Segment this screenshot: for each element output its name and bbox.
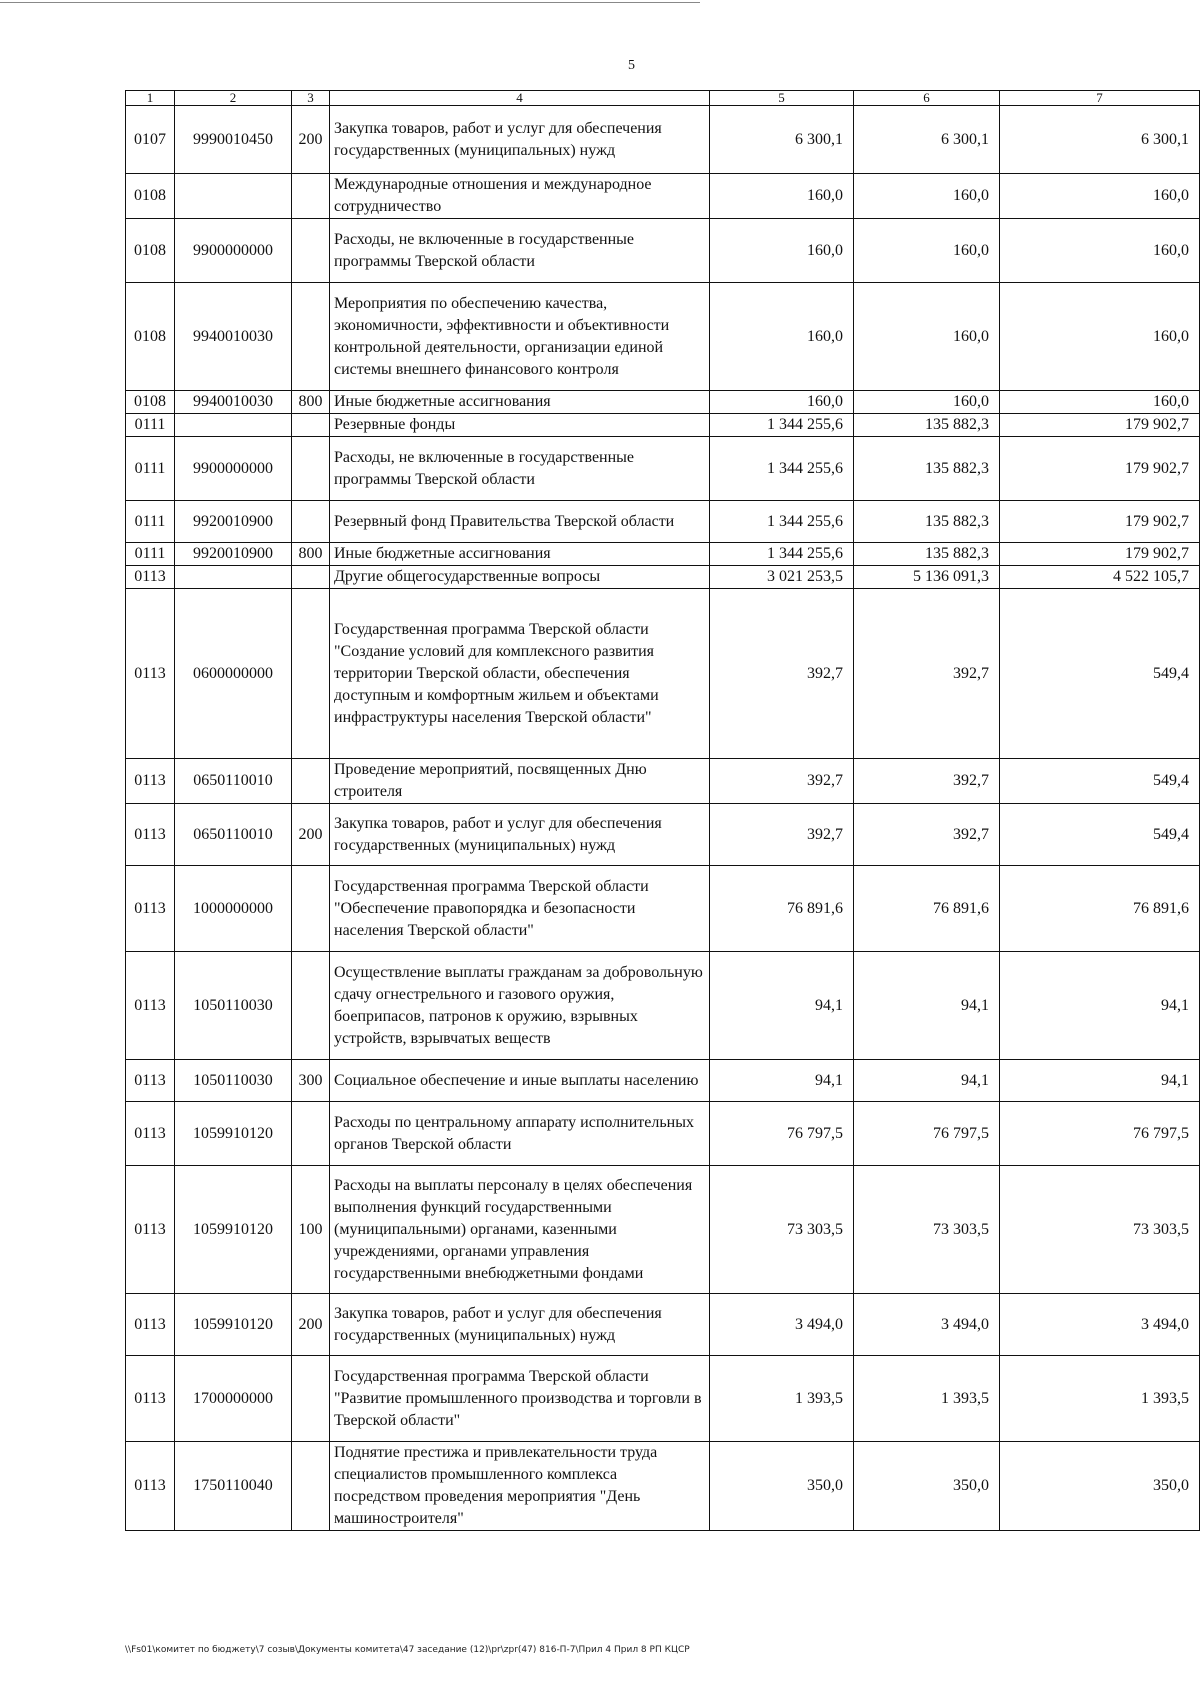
table-row [126,283,1200,391]
amount-year1-cell: 6 300,1 [710,106,854,174]
item-name-cell: Государственная программа Тверской области "Развитие промышленного производства и торговли в Тверской области" [330,1356,710,1442]
section-code-cell: 0113 [126,804,175,866]
item-name-cell: Мероприятия по обеспечению качества, экономичности, эффективности и объективности контрольной деятельности, организации единой системы внешнего финансового контроля [330,283,710,391]
expense-type-cell: 800 [292,543,330,566]
item-name-cell: Международные отношения и международное сотрудничество [330,174,710,219]
table-body [126,91,1200,1531]
section-code-cell: 0113 [126,566,175,589]
amount-year3-cell: 549,4 [1000,804,1200,866]
target-code-cell: 9920010900 [175,543,292,566]
section-code-cell: 0111 [126,501,175,543]
amount-year2-cell: 73 303,5 [854,1166,1000,1294]
section-code-cell: 0108 [126,219,175,283]
section-code-cell: 0108 [126,174,175,219]
expense-type-cell [292,589,330,759]
amount-year2-cell: 6 300,1 [854,106,1000,174]
amount-year2-cell: 135 882,3 [854,501,1000,543]
amount-year1-cell: 392,7 [710,759,854,804]
item-name-cell: Иные бюджетные ассигнования [330,391,710,414]
table-row [126,866,1200,952]
amount-year3-cell: 6 300,1 [1000,106,1200,174]
expense-type-cell [292,759,330,804]
amount-year2-cell: 392,7 [854,589,1000,759]
target-code-cell: 1059910120 [175,1166,292,1294]
amount-year1-cell: 94,1 [710,952,854,1060]
section-code-cell: 0111 [126,543,175,566]
table-row [126,566,1200,589]
amount-year3-cell: 179 902,7 [1000,414,1200,437]
amount-year1-cell: 392,7 [710,589,854,759]
table-row [126,414,1200,437]
expense-type-cell [292,414,330,437]
item-name-cell: Социальное обеспечение и иные выплаты населению [330,1060,710,1102]
amount-year1-cell: 1 344 255,6 [710,501,854,543]
amount-year1-cell: 1 393,5 [710,1356,854,1442]
target-code-cell: 9940010030 [175,391,292,414]
section-code-cell: 0113 [126,1060,175,1102]
expense-type-cell [292,501,330,543]
item-name-cell: Резервные фонды [330,414,710,437]
table-row [126,1356,1200,1442]
amount-year3-cell: 179 902,7 [1000,437,1200,501]
amount-year1-cell: 1 344 255,6 [710,414,854,437]
item-name-cell: Осуществление выплаты гражданам за добровольную сдачу огнестрельного и газового оружия, боеприпасов, патронов к оружию, взрывных устройств, взрывчатых веществ [330,952,710,1060]
amount-year3-cell: 73 303,5 [1000,1166,1200,1294]
amount-year3-cell: 94,1 [1000,952,1200,1060]
item-name-cell: Государственная программа Тверской области "Создание условий для комплексного развития территории Тверской области, обеспечения доступным и комфортным жильем и объектами инфраструктуры населения Тверской области" [330,589,710,759]
item-name-cell: Закупка товаров, работ и услуг для обеспечения государственных (муниципальных) нужд [330,1294,710,1356]
amount-year2-cell: 392,7 [854,759,1000,804]
item-name-cell: Государственная программа Тверской области "Обеспечение правопорядка и безопасности населения Тверской области" [330,866,710,952]
target-code-cell [175,414,292,437]
header-cell: 2 [175,91,292,106]
table-row [126,1060,1200,1102]
item-name-cell: Другие общегосударственные вопросы [330,566,710,589]
file-path-footer: \\Fs01\комитет по бюджету\7 созыв\Документы комитета\47 заседание (12)\pr\zpr(47) 816-П-7\Прил 4 Прил 8 РП КЦСР [125,1645,690,1655]
target-code-cell: 0600000000 [175,589,292,759]
header-cell: 1 [126,91,175,106]
amount-year3-cell: 76 891,6 [1000,866,1200,952]
expense-type-cell [292,952,330,1060]
section-code-cell: 0107 [126,106,175,174]
table-row [126,1442,1200,1531]
table-row [126,106,1200,174]
item-name-cell: Закупка товаров, работ и услуг для обеспечения государственных (муниципальных) нужд [330,804,710,866]
target-code-cell: 1050110030 [175,1060,292,1102]
table-row [126,1166,1200,1294]
amount-year2-cell: 1 393,5 [854,1356,1000,1442]
table-row [126,543,1200,566]
table-row [126,437,1200,501]
expense-type-cell [292,1442,330,1531]
target-code-cell [175,174,292,219]
section-code-cell: 0113 [126,952,175,1060]
section-code-cell: 0108 [126,283,175,391]
table-row [126,759,1200,804]
expense-type-cell [292,1356,330,1442]
amount-year2-cell: 350,0 [854,1442,1000,1531]
amount-year3-cell: 160,0 [1000,391,1200,414]
expense-type-cell [292,566,330,589]
amount-year1-cell: 94,1 [710,1060,854,1102]
amount-year3-cell: 549,4 [1000,759,1200,804]
expense-type-cell: 200 [292,804,330,866]
target-code-cell: 1059910120 [175,1102,292,1166]
expense-type-cell [292,174,330,219]
table-row [126,952,1200,1060]
scan-edge-line [0,2,700,3]
target-code-cell: 9900000000 [175,437,292,501]
target-code-cell: 9990010450 [175,106,292,174]
target-code-cell: 1059910120 [175,1294,292,1356]
item-name-cell: Иные бюджетные ассигнования [330,543,710,566]
amount-year1-cell: 76 797,5 [710,1102,854,1166]
amount-year1-cell: 73 303,5 [710,1166,854,1294]
amount-year1-cell: 350,0 [710,1442,854,1531]
target-code-cell: 9940010030 [175,283,292,391]
section-code-cell: 0113 [126,1166,175,1294]
amount-year2-cell: 94,1 [854,952,1000,1060]
expense-type-cell [292,283,330,391]
amount-year3-cell: 179 902,7 [1000,543,1200,566]
section-code-cell: 0113 [126,589,175,759]
amount-year3-cell: 94,1 [1000,1060,1200,1102]
amount-year1-cell: 160,0 [710,391,854,414]
section-code-cell: 0111 [126,437,175,501]
amount-year2-cell: 76 891,6 [854,866,1000,952]
amount-year3-cell: 160,0 [1000,283,1200,391]
target-code-cell: 9900000000 [175,219,292,283]
section-code-cell: 0113 [126,1294,175,1356]
amount-year2-cell: 135 882,3 [854,414,1000,437]
amount-year1-cell: 160,0 [710,219,854,283]
amount-year2-cell: 160,0 [854,391,1000,414]
section-code-cell: 0113 [126,1356,175,1442]
header-cell: 4 [330,91,710,106]
table-row [126,501,1200,543]
amount-year2-cell: 94,1 [854,1060,1000,1102]
amount-year1-cell: 1 344 255,6 [710,437,854,501]
expense-type-cell: 200 [292,1294,330,1356]
item-name-cell: Закупка товаров, работ и услуг для обеспечения государственных (муниципальных) нужд [330,106,710,174]
amount-year2-cell: 76 797,5 [854,1102,1000,1166]
target-code-cell: 9920010900 [175,501,292,543]
amount-year3-cell: 549,4 [1000,589,1200,759]
amount-year3-cell: 160,0 [1000,219,1200,283]
table-row [126,589,1200,759]
amount-year3-cell: 3 494,0 [1000,1294,1200,1356]
expense-type-cell [292,219,330,283]
amount-year2-cell: 160,0 [854,219,1000,283]
amount-year1-cell: 3 021 253,5 [710,566,854,589]
expense-type-cell [292,866,330,952]
item-name-cell: Расходы, не включенные в государственные программы Тверской области [330,437,710,501]
item-name-cell: Проведение мероприятий, посвященных Дню строителя [330,759,710,804]
table-row [126,219,1200,283]
header-row [126,91,1200,106]
section-code-cell: 0113 [126,1102,175,1166]
amount-year2-cell: 160,0 [854,283,1000,391]
expense-type-cell: 800 [292,391,330,414]
item-name-cell: Резервный фонд Правительства Тверской области [330,501,710,543]
amount-year2-cell: 160,0 [854,174,1000,219]
expense-type-cell: 200 [292,106,330,174]
table-row [126,1102,1200,1166]
budget-table [125,90,1200,1531]
amount-year1-cell: 160,0 [710,283,854,391]
table-row [126,174,1200,219]
section-code-cell: 0111 [126,414,175,437]
table-row [126,804,1200,866]
target-code-cell: 1700000000 [175,1356,292,1442]
header-cell: 6 [854,91,1000,106]
header-cell: 3 [292,91,330,106]
target-code-cell: 1050110030 [175,952,292,1060]
expense-type-cell [292,1102,330,1166]
amount-year3-cell: 1 393,5 [1000,1356,1200,1442]
expense-type-cell [292,437,330,501]
target-code-cell: 0650110010 [175,759,292,804]
item-name-cell: Расходы на выплаты персоналу в целях обеспечения выполнения функций государственными (муниципальными) органами, казенными учреждениями, органами управления государственными внебюджетными фондами [330,1166,710,1294]
target-code-cell: 0650110010 [175,804,292,866]
expense-type-cell: 300 [292,1060,330,1102]
amount-year2-cell: 392,7 [854,804,1000,866]
amount-year2-cell: 5 136 091,3 [854,566,1000,589]
section-code-cell: 0108 [126,391,175,414]
item-name-cell: Поднятие престижа и привлекательности труда специалистов промышленного комплекса посредством проведения мероприятия "День машиностроителя" [330,1442,710,1531]
page-number: 5 [628,58,635,73]
amount-year2-cell: 135 882,3 [854,543,1000,566]
amount-year1-cell: 1 344 255,6 [710,543,854,566]
amount-year1-cell: 392,7 [710,804,854,866]
amount-year1-cell: 3 494,0 [710,1294,854,1356]
target-code-cell: 1750110040 [175,1442,292,1531]
table-row [126,391,1200,414]
table-row [126,1294,1200,1356]
section-code-cell: 0113 [126,1442,175,1531]
amount-year3-cell: 350,0 [1000,1442,1200,1531]
section-code-cell: 0113 [126,866,175,952]
item-name-cell: Расходы по центральному аппарату исполнительных органов Тверской области [330,1102,710,1166]
target-code-cell [175,566,292,589]
amount-year2-cell: 135 882,3 [854,437,1000,501]
item-name-cell: Расходы, не включенные в государственные программы Тверской области [330,219,710,283]
target-code-cell: 1000000000 [175,866,292,952]
amount-year1-cell: 160,0 [710,174,854,219]
amount-year3-cell: 179 902,7 [1000,501,1200,543]
header-cell: 7 [1000,91,1200,106]
section-code-cell: 0113 [126,759,175,804]
expense-type-cell: 100 [292,1166,330,1294]
amount-year3-cell: 4 522 105,7 [1000,566,1200,589]
amount-year1-cell: 76 891,6 [710,866,854,952]
header-cell: 5 [710,91,854,106]
amount-year3-cell: 76 797,5 [1000,1102,1200,1166]
amount-year2-cell: 3 494,0 [854,1294,1000,1356]
amount-year3-cell: 160,0 [1000,174,1200,219]
